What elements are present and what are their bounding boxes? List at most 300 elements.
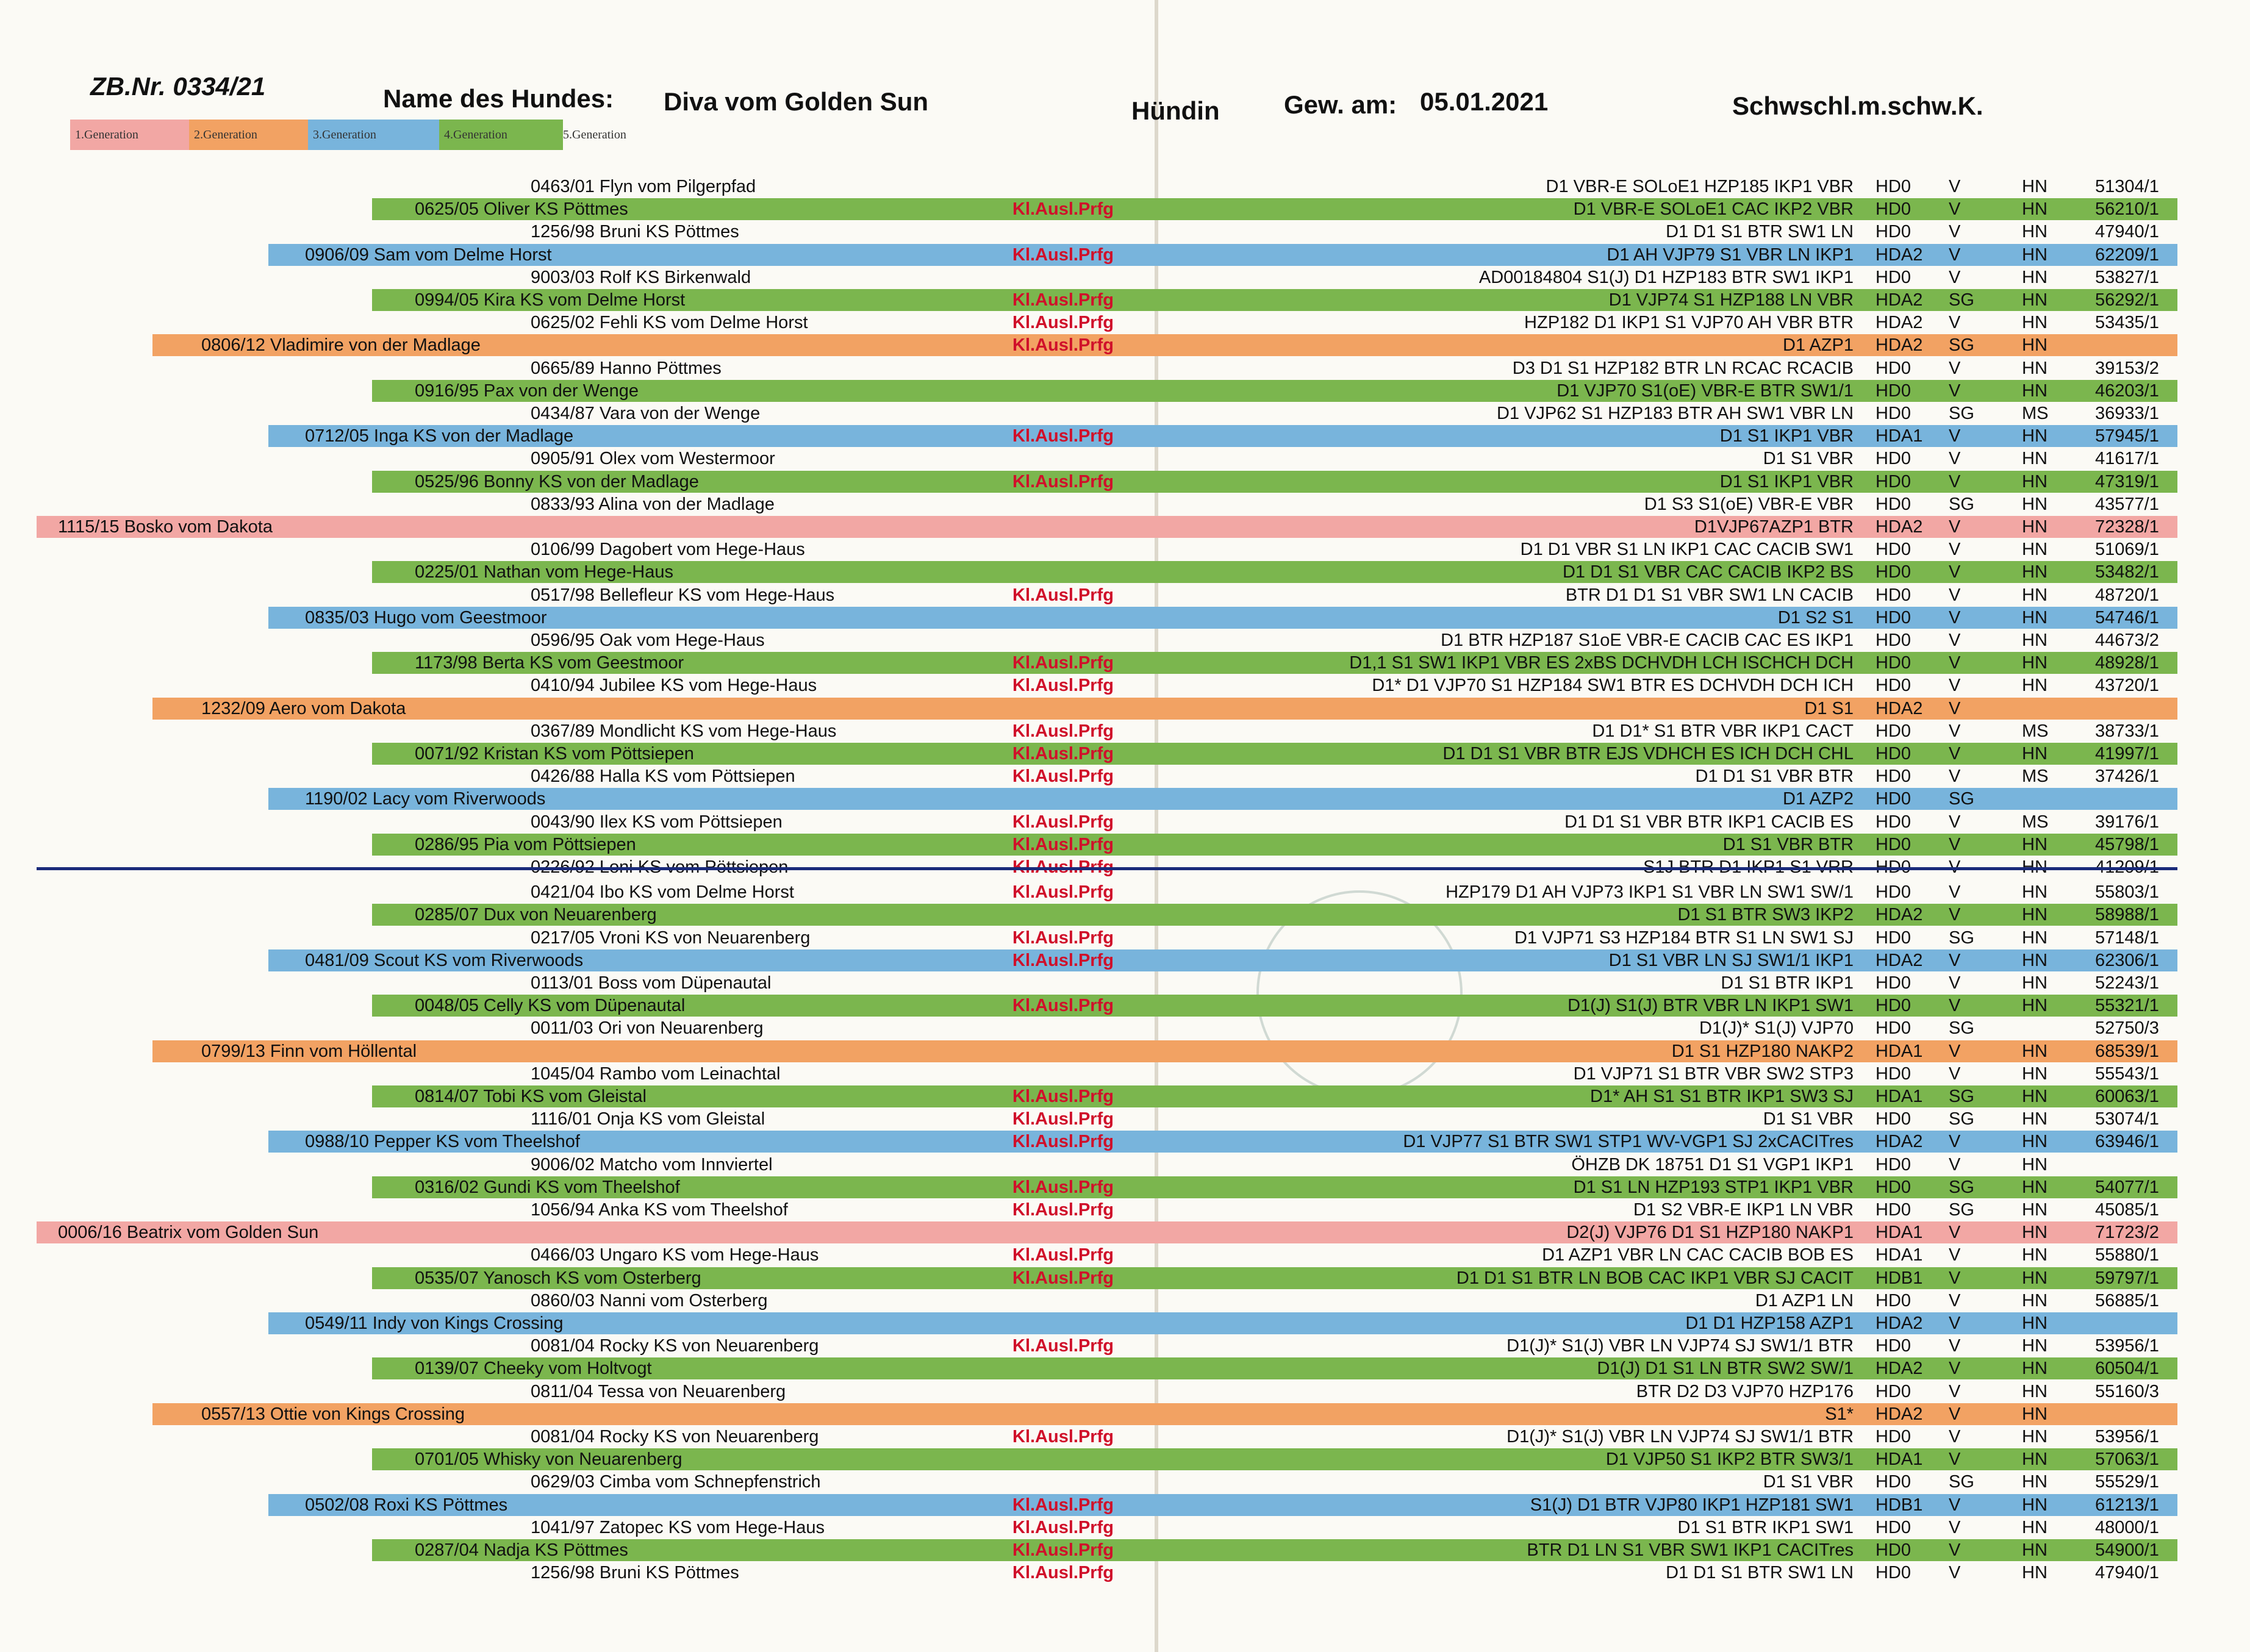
coat-code: HN	[2022, 1518, 2048, 1537]
ausl-prfg-mark: Kl.Ausl.Prfg	[1012, 1518, 1114, 1537]
ausl-prfg-mark: Kl.Ausl.Prfg	[1012, 290, 1114, 310]
form-value: V	[1949, 882, 1961, 902]
hd-result: HD0	[1876, 1200, 1911, 1220]
coat-code: MS	[2022, 404, 2049, 423]
dog-entry: 1232/09 Aero vom Dakota	[201, 699, 406, 718]
titles: D1 D1 S1 VBR BTR IKP1 CACIB ES	[1564, 812, 1854, 832]
ausl-prfg-mark: Kl.Ausl.Prfg	[1012, 1563, 1114, 1582]
hd-result: HD0	[1876, 404, 1911, 423]
ausl-prfg-mark: Kl.Ausl.Prfg	[1012, 1087, 1114, 1106]
dog-entry: 1116/01 Onja KS vom Gleistal	[531, 1109, 765, 1129]
coat-code: HN	[2022, 245, 2048, 265]
studbook-number: 58988/1	[2095, 905, 2159, 924]
studbook-number: 55880/1	[2095, 1245, 2159, 1265]
dog-entry: 0466/03 Ungaro KS vom Hege-Haus	[531, 1245, 819, 1265]
coat-code: HN	[2022, 1314, 2048, 1333]
coat-code: HN	[2022, 1291, 2048, 1311]
hd-result: HDA1	[1876, 1042, 1923, 1061]
hd-result: HDA1	[1876, 1223, 1923, 1242]
titles: D1 BTR HZP187 S1oE VBR-E CACIB CAC ES IKP1	[1441, 631, 1854, 650]
studbook-number: 55160/3	[2095, 1382, 2159, 1401]
hd-result: HDA2	[1876, 245, 1923, 265]
dog-entry: 0426/88 Halla KS vom Pöttsiepen	[531, 767, 795, 786]
dog-entry: 0410/94 Jubilee KS vom Hege-Haus	[531, 676, 817, 695]
titles: D1 D1 VBR S1 LN IKP1 CAC CACIB SW1	[1520, 540, 1854, 559]
coat-code: MS	[2022, 812, 2049, 832]
studbook-number: 54746/1	[2095, 608, 2159, 628]
hd-result: HD0	[1876, 1540, 1911, 1560]
coat-code: HN	[2022, 653, 2048, 673]
coat-code: HN	[2022, 381, 2048, 401]
ausl-prfg-mark: Kl.Ausl.Prfg	[1012, 199, 1114, 219]
coat-code: HN	[2022, 1427, 2048, 1446]
coat-code: HN	[2022, 1087, 2048, 1106]
coat-code: HN	[2022, 359, 2048, 378]
hd-result: HDA2	[1876, 1132, 1923, 1151]
form-value: V	[1949, 1042, 1961, 1061]
hd-result: HD0	[1876, 721, 1911, 741]
hd-result: HD0	[1876, 1382, 1911, 1401]
form-value: SG	[1949, 789, 1974, 809]
hd-result: HD0	[1876, 1563, 1911, 1582]
sire-dam-separator	[37, 867, 2177, 870]
coat-code: MS	[2022, 721, 2049, 741]
dog-entry: 0043/90 Ilex KS vom Pöttsiepen	[531, 812, 783, 832]
dog-entry: 0217/05 Vroni KS von Neuarenberg	[531, 928, 811, 948]
dog-entry: 0367/89 Mondlicht KS vom Hege-Haus	[531, 721, 837, 741]
studbook-number: 53956/1	[2095, 1336, 2159, 1356]
titles: D1 D1 S1 VBR BTR EJS VDHCH ES ICH DCH CHL	[1442, 744, 1854, 763]
form-value: V	[1949, 1064, 1961, 1084]
coat-code: HN	[2022, 1223, 2048, 1242]
ausl-prfg-mark: Kl.Ausl.Prfg	[1012, 928, 1114, 948]
hd-result: HDA2	[1876, 905, 1923, 924]
hd-result: HD0	[1876, 676, 1911, 695]
studbook-number: 38733/1	[2095, 721, 2159, 741]
studbook-number: 57063/1	[2095, 1450, 2159, 1469]
titles: BTR D1 D1 S1 VBR SW1 LN CACIB	[1565, 585, 1854, 605]
hd-result: HDA2	[1876, 1404, 1923, 1424]
coat-code: HN	[2022, 268, 2048, 287]
hd-result: HDA2	[1876, 1359, 1923, 1378]
form-value: V	[1949, 951, 1961, 970]
coat-code: HN	[2022, 951, 2048, 970]
ausl-prfg-mark: Kl.Ausl.Prfg	[1012, 882, 1114, 902]
form-value: V	[1949, 1540, 1961, 1560]
form-value: V	[1949, 472, 1961, 492]
ausl-prfg-mark: Kl.Ausl.Prfg	[1012, 744, 1114, 763]
titles: AD00184804 S1(J) D1 HZP183 BTR SW1 IKP1	[1478, 268, 1854, 287]
dog-entry: 0994/05 Kira KS vom Delme Horst	[415, 290, 686, 310]
coat-code: HN	[2022, 449, 2048, 468]
titles: D1 AZP1 VBR LN CAC CACIB BOB ES	[1542, 1245, 1854, 1265]
titles: D1 S3 S1(oE) VBR-E VBR	[1644, 495, 1854, 514]
dog-entry: 0048/05 Celly KS vom Düpenautal	[415, 996, 686, 1015]
coat-code: HN	[2022, 426, 2048, 446]
coat-code: HN	[2022, 540, 2048, 559]
coat-code: HN	[2022, 905, 2048, 924]
hd-result: HDA2	[1876, 517, 1923, 537]
dog-entry: 0434/87 Vara von der Wenge	[531, 404, 761, 423]
hd-result: HD0	[1876, 789, 1911, 809]
hd-result: HD0	[1876, 268, 1911, 287]
form-value: SG	[1949, 1018, 1974, 1038]
studbook-number: 62306/1	[2095, 951, 2159, 970]
titles: S1*	[1825, 1404, 1854, 1424]
studbook-number: 51304/1	[2095, 177, 2159, 196]
ausl-prfg-mark: Kl.Ausl.Prfg	[1012, 1178, 1114, 1197]
ausl-prfg-mark: Kl.Ausl.Prfg	[1012, 1132, 1114, 1151]
dog-entry: 0463/01 Flyn vom Pilgerpfad	[531, 177, 756, 196]
studbook-number: 44673/2	[2095, 631, 2159, 650]
coat-code: HN	[2022, 835, 2048, 854]
dog-entry: 0905/91 Olex vom Westermoor	[531, 449, 775, 468]
titles: D1 S1 VBR BTR	[1722, 835, 1854, 854]
dog-entry: 0814/07 Tobi KS vom Gleistal	[415, 1087, 647, 1106]
form-value: V	[1949, 1314, 1961, 1333]
titles: D1,1 S1 SW1 IKP1 VBR ES 2xBS DCHVDH LCH ISCHCH DCH	[1349, 653, 1854, 673]
ausl-prfg-mark: Kl.Ausl.Prfg	[1012, 1200, 1114, 1220]
ausl-prfg-mark: Kl.Ausl.Prfg	[1012, 1268, 1114, 1288]
titles: D1 AZP2	[1782, 789, 1854, 809]
ausl-prfg-mark: Kl.Ausl.Prfg	[1012, 951, 1114, 970]
form-value: V	[1949, 1404, 1961, 1424]
hd-result: HD0	[1876, 631, 1911, 650]
ausl-prfg-mark: Kl.Ausl.Prfg	[1012, 812, 1114, 832]
hd-result: HDA2	[1876, 699, 1923, 718]
coat-code: HN	[2022, 676, 2048, 695]
dog-entry: 0535/07 Yanosch KS vom Osterberg	[415, 1268, 701, 1288]
hd-result: HD0	[1876, 1336, 1911, 1356]
coat-code: HN	[2022, 1064, 2048, 1084]
hd-result: HDA2	[1876, 1314, 1923, 1333]
studbook-number: 55529/1	[2095, 1472, 2159, 1492]
form-value: V	[1949, 1359, 1961, 1378]
ausl-prfg-mark: Kl.Ausl.Prfg	[1012, 313, 1114, 332]
ausl-prfg-mark: Kl.Ausl.Prfg	[1012, 1495, 1114, 1515]
coat-color: Schwschl.m.schw.K.	[1732, 91, 1983, 120]
dog-entry: 0625/02 Fehli KS vom Delme Horst	[531, 313, 808, 332]
hd-result: HDA2	[1876, 335, 1923, 355]
form-value: V	[1949, 653, 1961, 673]
hd-result: HD0	[1876, 177, 1911, 196]
form-value: SG	[1949, 404, 1974, 423]
coat-code: HN	[2022, 335, 2048, 355]
dog-entry: 0081/04 Rocky KS von Neuarenberg	[531, 1336, 819, 1356]
hd-result: HD0	[1876, 359, 1911, 378]
studbook-number: 48928/1	[2095, 653, 2159, 673]
form-value: V	[1949, 721, 1961, 741]
form-value: V	[1949, 1518, 1961, 1537]
form-value: V	[1949, 973, 1961, 993]
coat-code: HN	[2022, 608, 2048, 628]
studbook-number: 41997/1	[2095, 744, 2159, 763]
dog-entry: 1190/02 Lacy vom Riverwoods	[305, 789, 546, 809]
hd-result: HDA2	[1876, 313, 1923, 332]
dog-entry: 0106/99 Dagobert vom Hege-Haus	[531, 540, 805, 559]
dog-entry: 1041/97 Zatopec KS vom Hege-Haus	[531, 1518, 825, 1537]
form-value: SG	[1949, 1200, 1974, 1220]
dog-entry: 0806/12 Vladimire von der Madlage	[201, 335, 481, 355]
dog-entry: 0665/89 Hanno Pöttmes	[531, 359, 722, 378]
coat-code: HN	[2022, 177, 2048, 196]
ausl-prfg-mark: Kl.Ausl.Prfg	[1012, 585, 1114, 605]
dog-sex: Hündin	[1131, 96, 1220, 125]
coat-code: HN	[2022, 1245, 2048, 1265]
coat-code: HN	[2022, 1540, 2048, 1560]
studbook-number: 57148/1	[2095, 928, 2159, 948]
form-value: V	[1949, 1427, 1961, 1446]
studbook-number: 56885/1	[2095, 1291, 2159, 1311]
hd-result: HD0	[1876, 608, 1911, 628]
dog-entry: 0629/03 Cimba vom Schnepfenstrich	[531, 1472, 821, 1492]
dog-entry: 0557/13 Ottie von Kings Crossing	[201, 1404, 465, 1424]
titles: D1 S1 BTR SW3 IKP2	[1677, 905, 1854, 924]
dog-entry: 0225/01 Nathan vom Hege-Haus	[415, 562, 673, 582]
whelped-date: 05.01.2021	[1420, 87, 1549, 116]
ausl-prfg-mark: Kl.Ausl.Prfg	[1012, 1336, 1114, 1356]
zb-number: ZB.Nr. 0334/21	[90, 72, 266, 101]
coat-code: HN	[2022, 1200, 2048, 1220]
hd-result: HD0	[1876, 495, 1911, 514]
hd-result: HD0	[1876, 1109, 1911, 1129]
coat-code: HN	[2022, 199, 2048, 219]
studbook-number: 55321/1	[2095, 996, 2159, 1015]
coat-code: HN	[2022, 1472, 2048, 1492]
studbook-number: 62209/1	[2095, 245, 2159, 265]
hd-result: HDB1	[1876, 1495, 1923, 1515]
hd-result: HD0	[1876, 472, 1911, 492]
form-value: V	[1949, 1291, 1961, 1311]
studbook-number: 59797/1	[2095, 1268, 2159, 1288]
studbook-number: 45798/1	[2095, 835, 2159, 854]
hd-result: HDA1	[1876, 426, 1923, 446]
titles: D1 VJP71 S3 HZP184 BTR S1 LN SW1 SJ	[1514, 928, 1854, 948]
studbook-number: 54077/1	[2095, 1178, 2159, 1197]
titles: D1 D1 S1 BTR LN BOB CAC IKP1 VBR SJ CACIT	[1456, 1268, 1854, 1288]
titles: D1 D1* S1 BTR VBR IKP1 CACT	[1592, 721, 1854, 741]
studbook-number: 47940/1	[2095, 222, 2159, 241]
studbook-number: 71723/2	[2095, 1223, 2159, 1242]
coat-code: HN	[2022, 517, 2048, 537]
dog-entry: 0502/08 Roxi KS Pöttmes	[305, 1495, 508, 1515]
generation-bar	[37, 516, 2177, 538]
titles: D1 VJP70 S1(oE) VBR-E BTR SW1/1	[1557, 381, 1854, 401]
form-value: SG	[1949, 1178, 1974, 1197]
titles: D1 D1 S1 VBR BTR	[1695, 767, 1854, 786]
studbook-number: 55543/1	[2095, 1064, 2159, 1084]
titles: BTR D1 LN S1 VBR SW1 IKP1 CACITres	[1527, 1540, 1854, 1560]
dog-entry: 0712/05 Inga KS von der Madlage	[305, 426, 574, 446]
titles: D1 AH VJP79 S1 VBR LN IKP1	[1607, 245, 1854, 265]
hd-result: HD0	[1876, 767, 1911, 786]
studbook-number: 63946/1	[2095, 1132, 2159, 1151]
coat-code: HN	[2022, 1563, 2048, 1582]
studbook-number: 53482/1	[2095, 562, 2159, 582]
titles: D1 D1 S1 BTR SW1 LN	[1666, 222, 1854, 241]
ausl-prfg-mark: Kl.Ausl.Prfg	[1012, 472, 1114, 492]
form-value: V	[1949, 1268, 1961, 1288]
dog-entry: 9006/02 Matcho vom Innviertel	[531, 1155, 773, 1175]
titles: D3 D1 S1 HZP182 BTR LN RCAC RCACIB	[1512, 359, 1854, 378]
hd-result: HD0	[1876, 381, 1911, 401]
studbook-number: 61213/1	[2095, 1495, 2159, 1515]
dog-entry: 0799/13 Finn vom Höllental	[201, 1042, 417, 1061]
generation-bar	[152, 698, 2177, 720]
dog-entry: 0625/05 Oliver KS Pöttmes	[415, 199, 628, 219]
titles: D1 D1 S1 VBR CAC CACIB IKP2 BS	[1562, 562, 1854, 582]
studbook-number: 60504/1	[2095, 1359, 2159, 1378]
form-value: V	[1949, 540, 1961, 559]
titles: D1 AZP1 LN	[1755, 1291, 1854, 1311]
legend-item: 3.Generation	[308, 120, 444, 150]
titles: D1 S1 IKP1 VBR	[1719, 472, 1854, 492]
hd-result: HD0	[1876, 222, 1911, 241]
coat-code: HN	[2022, 472, 2048, 492]
ausl-prfg-mark: Kl.Ausl.Prfg	[1012, 335, 1114, 355]
dog-entry: 0006/16 Beatrix vom Golden Sun	[58, 1223, 319, 1242]
form-value: SG	[1949, 495, 1974, 514]
dog-entry: 0287/04 Nadja KS Pöttmes	[415, 1540, 628, 1560]
dog-entry: 1115/15 Bosko vom Dakota	[58, 517, 273, 537]
form-value: V	[1949, 222, 1961, 241]
coat-code: HN	[2022, 1132, 2048, 1151]
titles: D1 S1 VBR	[1763, 1109, 1854, 1129]
studbook-number: 37426/1	[2095, 767, 2159, 786]
studbook-number: 57945/1	[2095, 426, 2159, 446]
titles: D1 S1	[1804, 699, 1854, 718]
titles: HZP182 D1 IKP1 S1 VJP70 AH VBR BTR	[1524, 313, 1854, 332]
hd-result: HD0	[1876, 744, 1911, 763]
form-value: SG	[1949, 1087, 1974, 1106]
ausl-prfg-mark: Kl.Ausl.Prfg	[1012, 676, 1114, 695]
ausl-prfg-mark: Kl.Ausl.Prfg	[1012, 721, 1114, 741]
titles: HZP179 D1 AH VJP73 IKP1 S1 VBR LN SW1 SW/1	[1446, 882, 1854, 902]
coat-code: HN	[2022, 996, 2048, 1015]
studbook-number: 46203/1	[2095, 381, 2159, 401]
form-value: V	[1949, 1450, 1961, 1469]
titles: D1 D1 HZP158 AZP1	[1685, 1314, 1854, 1333]
coat-code: HN	[2022, 222, 2048, 241]
hd-result: HD0	[1876, 540, 1911, 559]
coat-code: HN	[2022, 585, 2048, 605]
titles: D1 S2 S1	[1777, 608, 1854, 628]
titles: D1VJP67AZP1 BTR	[1694, 517, 1854, 537]
studbook-number: 48000/1	[2095, 1518, 2159, 1537]
hd-result: HD0	[1876, 1018, 1911, 1038]
dog-entry: 0071/92 Kristan KS vom Pöttsiepen	[415, 744, 694, 763]
whelped-label: Gew. am:	[1284, 90, 1397, 119]
titles: D1 VJP77 S1 BTR SW1 STP1 WV-VGP1 SJ 2xCACITres	[1403, 1132, 1854, 1151]
coat-code: HN	[2022, 1450, 2048, 1469]
coat-code: HN	[2022, 1178, 2048, 1197]
titles: D1 D1 S1 BTR SW1 LN	[1666, 1563, 1854, 1582]
coat-code: HN	[2022, 631, 2048, 650]
form-value: SG	[1949, 1472, 1974, 1492]
hd-result: HD0	[1876, 1518, 1911, 1537]
dog-entry: 0549/11 Indy von Kings Crossing	[305, 1314, 564, 1333]
hd-result: HDA1	[1876, 1450, 1923, 1469]
form-value: V	[1949, 1382, 1961, 1401]
form-value: V	[1949, 767, 1961, 786]
studbook-number: 53827/1	[2095, 268, 2159, 287]
coat-code: HN	[2022, 1495, 2048, 1515]
dog-entry: 0316/02 Gundi KS vom Theelshof	[415, 1178, 680, 1197]
titles: D1 S1 VBR LN SJ SW1/1 IKP1	[1608, 951, 1854, 970]
ausl-prfg-mark: Kl.Ausl.Prfg	[1012, 653, 1114, 673]
hd-result: HD0	[1876, 1472, 1911, 1492]
form-value: V	[1949, 608, 1961, 628]
form-value: V	[1949, 199, 1961, 219]
coat-code: HN	[2022, 1336, 2048, 1356]
dog-name: Diva vom Golden Sun	[664, 87, 929, 116]
titles: D1 S1 BTR IKP1	[1721, 973, 1854, 993]
hd-result: HD0	[1876, 1178, 1911, 1197]
titles: D1* D1 VJP70 S1 HZP184 SW1 BTR ES DCHVDH DCH ICH	[1372, 676, 1854, 695]
titles: D2(J) VJP76 D1 S1 HZP180 NAKP1	[1566, 1223, 1854, 1242]
hd-result: HD0	[1876, 1291, 1911, 1311]
hd-result: HD0	[1876, 882, 1911, 902]
titles: D1(J)* S1(J) VBR LN VJP74 SJ SW1/1 BTR	[1507, 1427, 1854, 1446]
hd-result: HD0	[1876, 996, 1911, 1015]
titles: D1 VJP71 S1 BTR VBR SW2 STP3	[1573, 1064, 1854, 1084]
form-value: V	[1949, 381, 1961, 401]
coat-code: HN	[2022, 1268, 2048, 1288]
form-value: V	[1949, 177, 1961, 196]
ausl-prfg-mark: Kl.Ausl.Prfg	[1012, 767, 1114, 786]
ausl-prfg-mark: Kl.Ausl.Prfg	[1012, 1109, 1114, 1129]
legend-item: 1.Generation	[70, 120, 194, 150]
titles: D1 S1 VBR	[1763, 449, 1854, 468]
coat-code: HN	[2022, 1155, 2048, 1175]
hd-result: HD0	[1876, 653, 1911, 673]
hd-result: HDA2	[1876, 290, 1923, 310]
titles: D1 VBR-E SOLoE1 HZP185 IKP1 VBR	[1546, 177, 1854, 196]
titles: D1 S2 VBR-E IKP1 LN VBR	[1633, 1200, 1854, 1220]
titles: D1 VJP74 S1 HZP188 LN VBR	[1608, 290, 1854, 310]
dog-entry: 0113/01 Boss vom Düpenautal	[531, 973, 772, 993]
hd-result: HD0	[1876, 562, 1911, 582]
hd-result: HDA2	[1876, 951, 1923, 970]
form-value: V	[1949, 631, 1961, 650]
ausl-prfg-mark: Kl.Ausl.Prfg	[1012, 1540, 1114, 1560]
hd-result: HD0	[1876, 835, 1911, 854]
form-value: V	[1949, 835, 1961, 854]
form-value: V	[1949, 562, 1961, 582]
studbook-number: 55803/1	[2095, 882, 2159, 902]
titles: D1 S1 BTR IKP1 SW1	[1677, 1518, 1854, 1537]
form-value: V	[1949, 676, 1961, 695]
legend-item: 5.Generation	[563, 128, 626, 141]
coat-code: HN	[2022, 1382, 2048, 1401]
ausl-prfg-mark: Kl.Ausl.Prfg	[1012, 1245, 1114, 1265]
form-value: SG	[1949, 928, 1974, 948]
studbook-number: 56210/1	[2095, 199, 2159, 219]
coat-code: HN	[2022, 1109, 2048, 1129]
hd-result: HDA1	[1876, 1245, 1923, 1265]
coat-code: HN	[2022, 562, 2048, 582]
form-value: V	[1949, 1336, 1961, 1356]
dog-entry: 0701/05 Whisky von Neuarenberg	[415, 1450, 683, 1469]
studbook-number: 39153/2	[2095, 359, 2159, 378]
coat-code: HN	[2022, 1404, 2048, 1424]
dog-entry: 0139/07 Cheeky vom Holtvogt	[415, 1359, 652, 1378]
hd-result: HD0	[1876, 812, 1911, 832]
titles: D1* AH S1 S1 BTR IKP1 SW3 SJ	[1590, 1087, 1854, 1106]
hd-result: HD0	[1876, 585, 1911, 605]
titles: D1 S1 HZP180 NAKP2	[1671, 1042, 1854, 1061]
hd-result: HD0	[1876, 199, 1911, 219]
